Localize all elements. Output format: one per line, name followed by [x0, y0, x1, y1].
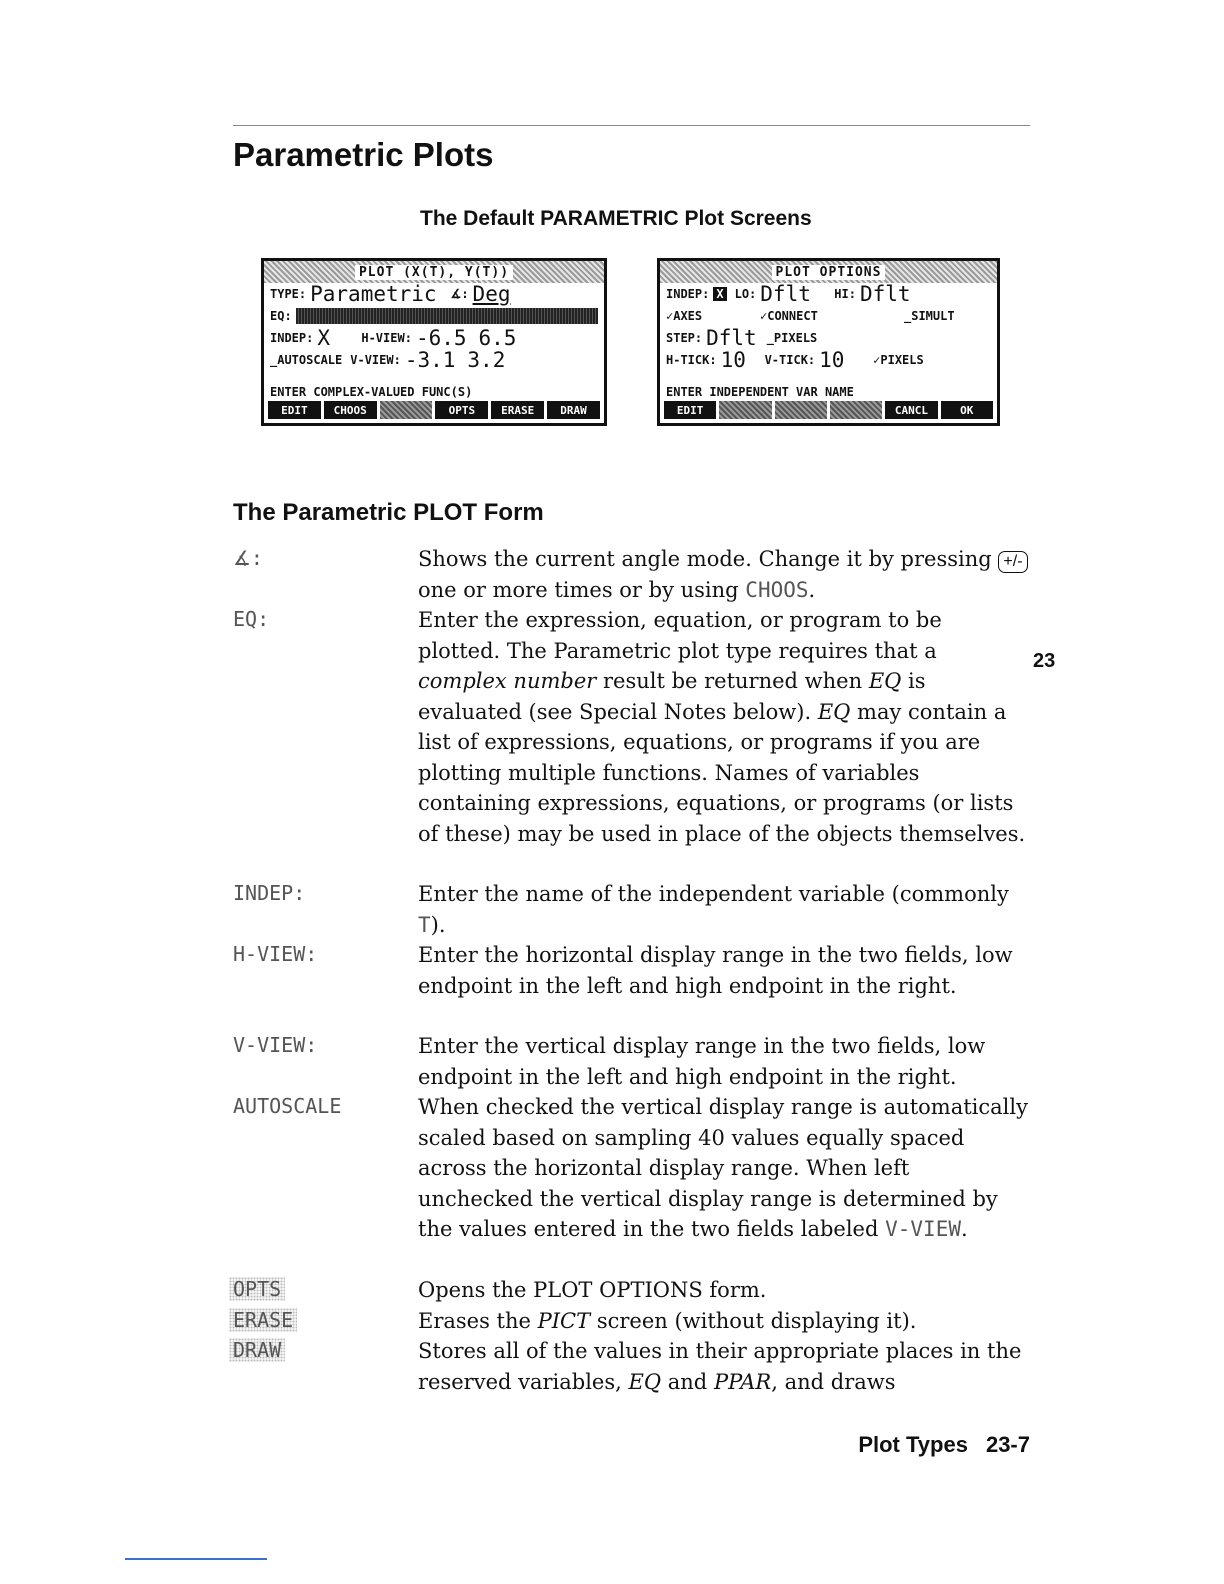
softkey-edit: EDIT [268, 401, 321, 419]
autoscale-row [264, 349, 604, 371]
indep-label: INDEP: [666, 287, 710, 301]
desc-angle [418, 544, 1028, 605]
pixels2-label: ✓PIXELS [873, 353, 924, 367]
page-number: 23-7 [985, 1432, 1030, 1457]
desc-text: and [667, 1369, 708, 1394]
axes-label: ✓AXES [666, 309, 703, 323]
step-label: STEP: [666, 331, 703, 345]
simult-label: _SIMULT [904, 309, 955, 323]
desc-draw [418, 1336, 1028, 1397]
desc-italic: EQ [817, 699, 851, 724]
softkey-draw: DRAW [547, 401, 600, 419]
desc-text: ). [430, 912, 446, 937]
term-eq: EQ: [233, 607, 270, 631]
term-vview: V-VIEW: [233, 1033, 318, 1057]
desc-text: one or more times or by using [418, 577, 739, 602]
step-value: Dflt [706, 326, 757, 350]
hview-high: 6.5 [478, 326, 517, 350]
plus-minus-key-icon: +/- [998, 551, 1027, 573]
desc-italic: EQ [868, 669, 902, 693]
softkey-blank [830, 401, 882, 419]
section-heading: The Parametric PLOT Form [233, 499, 544, 526]
desc-mono: CHOOS [745, 577, 809, 602]
softkey-blank [719, 401, 771, 419]
angle-label: ∡: [450, 287, 469, 301]
desc-italic: PICT [537, 1309, 591, 1333]
term-angle: ∡: [233, 546, 263, 570]
desc-mono: T [418, 912, 431, 937]
softkey-blank [380, 401, 433, 419]
softkey-erase: ERASE [491, 401, 544, 419]
softkey-cancel: CANCL [885, 401, 937, 419]
term-indep: INDEP: [233, 881, 306, 905]
desc-vview: Enter the vertical display range in the two fields, low endpoint in the left and high endpoint in the right. [418, 1034, 986, 1089]
indep-label: INDEP: [270, 331, 314, 345]
chapter-tab: 23 [1033, 650, 1056, 672]
desc-mono: V-VIEW [885, 1217, 961, 1241]
desc-text: . [808, 577, 816, 602]
desc-italic: PPAR [713, 1369, 772, 1394]
footnote-rule [125, 1558, 267, 1560]
tick-row [660, 349, 997, 371]
eq-row [264, 305, 604, 327]
angle-value: Deg [472, 282, 511, 306]
desc-text: Shows the current angle mode. Change it by pressing [418, 547, 992, 571]
top-rule [233, 125, 1030, 126]
vview-label: V-VIEW: [350, 353, 401, 367]
page-title: Parametric Plots [233, 136, 494, 173]
indep-value: X [713, 287, 726, 301]
axes-row [660, 305, 997, 327]
type-row [264, 283, 604, 305]
desc-text: Stores all of the values in their appropriate places in the reserved variables, [418, 1339, 1022, 1394]
screen-title-bar [660, 261, 997, 283]
desc-text: result be returned when [602, 669, 863, 693]
vview-low: -3.1 [404, 348, 456, 372]
screen-message: ENTER INDEPENDENT VAR NAME [666, 385, 854, 399]
desc-text: Enter the name of the independent variable (commonly [418, 882, 1009, 906]
plot-screen-left [261, 258, 607, 426]
vtick-value: 10 [819, 348, 845, 372]
desc-text: When checked the vertical display range is automatically scaled based on sampling 40 values equally spaced across the horizontal display range. When left unchecked the vertical display range is determined by the values entered in the two fields labeled [418, 1095, 1028, 1241]
eq-field [296, 308, 598, 324]
term-erase: ERASE [229, 1308, 297, 1332]
screen-message: ENTER COMPLEX-VALUED FUNC(S) [270, 385, 473, 399]
eq-label: EQ: [270, 309, 292, 323]
step-row [660, 327, 997, 349]
lo-label: LO: [734, 287, 757, 301]
hi-label: HI: [834, 287, 856, 301]
type-value: Parametric [310, 282, 437, 306]
softkey-edit: EDIT [664, 401, 716, 419]
softkey-menu [268, 401, 600, 419]
desc-italic: complex number [418, 669, 597, 693]
screen-title: PLOT OPTIONS [772, 265, 886, 280]
desc-text: . [960, 1217, 968, 1241]
indep-row [264, 327, 604, 349]
hview-label: H-VIEW: [361, 331, 412, 345]
term-hview: H-VIEW: [233, 942, 318, 966]
vtick-label: V-TICK: [764, 353, 816, 367]
htick-value: 10 [720, 348, 746, 372]
connect-label: ✓CONNECT [760, 309, 818, 323]
plot-options-screen [657, 258, 1000, 426]
hview-low: -6.5 [415, 326, 467, 350]
figure-heading: The Default PARAMETRIC Plot Screens [420, 207, 812, 230]
screen-title-bar [264, 261, 604, 283]
desc-text: screen (without displaying it). [596, 1309, 917, 1333]
type-label: TYPE: [270, 287, 307, 301]
desc-opts: Opens the PLOT OPTIONS form. [418, 1278, 767, 1302]
term-draw: DRAW [229, 1338, 285, 1362]
softkey-opts: OPTS [435, 401, 488, 419]
indep-value: X [317, 326, 331, 350]
softkey-blank [775, 401, 827, 419]
desc-erase [418, 1306, 1028, 1337]
desc-indep [418, 879, 1028, 940]
screen-title: PLOT (X(T), Y(T)) [355, 265, 513, 280]
pixels-label: _PIXELS [766, 331, 818, 345]
hi-value: Dflt [859, 282, 911, 306]
desc-text: is evaluated (see Special Notes below). [418, 669, 926, 724]
htick-label: H-TICK: [666, 353, 717, 367]
desc-eq [418, 605, 1028, 849]
desc-text: Erases the [418, 1309, 531, 1333]
lo-value: Dflt [760, 282, 811, 306]
desc-text: may contain a list of expressions, equations, or programs if you are plotting multiple functions. Names of variables containing expressions, equations, or programs (or lists of these) may be used in place of the objects themselves. [418, 699, 1026, 846]
term-autoscale: AUTOSCALE [233, 1094, 342, 1118]
desc-autoscale [418, 1092, 1028, 1245]
softkey-menu [664, 401, 993, 419]
indep-row [660, 283, 997, 305]
vview-high: 3.2 [467, 348, 506, 372]
desc-italic: EQ [628, 1369, 662, 1394]
softkey-ok: OK [941, 401, 993, 419]
autoscale-label: _AUTOSCALE [270, 353, 343, 367]
desc-text: Enter the expression, equation, or program to be plotted. The Parametric plot type requires that a [418, 608, 942, 663]
page-footer [858, 1432, 1030, 1458]
softkey-choos: CHOOS [324, 401, 377, 419]
footer-title: Plot Types [858, 1432, 968, 1457]
term-opts: OPTS [229, 1277, 285, 1301]
desc-hview: Enter the horizontal display range in the two fields, low endpoint in the left and high endpoint in the right. [418, 943, 1013, 998]
desc-text: , and draws [771, 1369, 896, 1394]
